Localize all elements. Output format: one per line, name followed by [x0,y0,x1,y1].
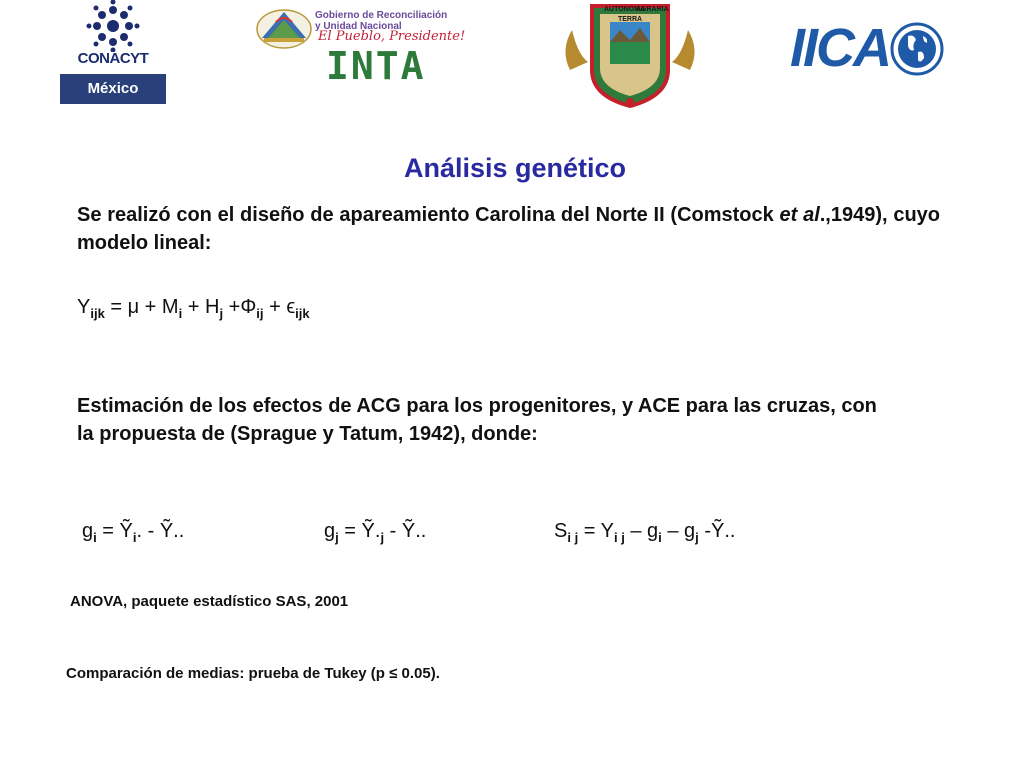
sij-mid: = Y [578,520,614,542]
nicaragua-volcano-icon [254,4,314,50]
shield-band-text: TERRA [617,16,643,23]
university-shield-logo [552,0,708,110]
design-text-after: .,1949), cuyo modelo lineal: [77,204,941,254]
iica-logo [790,18,946,80]
conacyt-mexico-band: México [60,74,166,104]
gj-sub2: j [380,530,385,545]
inta-wordmark: INTA [326,44,426,88]
sij-sub2: i j [613,530,625,545]
inta-slogan: El Pueblo, Presidente! [318,29,466,44]
model-h: + H [182,296,220,318]
university-shield-icon [552,0,708,110]
gj-tail: - Ỹ.. [384,520,427,542]
gj-g: g [324,520,336,542]
sij-s: S [554,520,568,542]
sij-minus-g1: – g [624,520,659,542]
model-y-sub: ijk [90,306,105,321]
model-epsilon: + ϵ [263,296,296,318]
gi-sub2: i [132,530,137,545]
model-m-sub: i [178,306,183,321]
formula-sca-ij [554,520,735,545]
iica-wordmark: IICA [790,18,890,78]
model-y: Y [77,296,91,318]
formula-gca-i [82,520,184,545]
model-phi-sub: ij [256,306,264,321]
design-text-before: Se realizó con el diseño de apareamiento Carolina del Norte II (Comstock [77,204,780,226]
model-epsilon-sub: ijk [295,306,310,321]
estimation-paragraph: Estimación de los efectos de ACG para los progenitores, y ACE para las cruzas, con la propuesta de (Sprague y Tatum, 1942), donde: [77,395,877,445]
conacyt-logo [60,0,166,104]
inta-government-line2: y Unidad Nacional [315,21,402,32]
formula-gca-j [324,520,426,545]
model-h-sub: j [219,306,224,321]
sij-sub1: i j [567,530,579,545]
gi-g: g [82,520,94,542]
globe-icon [890,22,944,76]
model-phi: +Φ [223,296,257,318]
sij-sub4: j [695,530,699,545]
model-mu-m: = μ + M [104,296,179,318]
gj-mid: = Ỹ. [338,520,381,542]
sij-sub3: i [658,530,662,545]
shield-arc-right-text: AGRARIA [636,6,669,13]
design-text-emphasis: et al [779,204,820,226]
inta-government-line1: Gobierno de Reconciliación [315,10,448,21]
sij-tail: -Ỹ.. [698,520,736,542]
shield-arc-left-text: AUTONOMA [604,6,646,13]
conacyt-emblem-icon [60,0,166,52]
conacyt-wordmark: CONACYT [77,50,149,67]
page-title: Análisis genético [403,153,627,183]
sij-minus-g2: – g [661,520,696,542]
anova-note: ANOVA, paquete estadístico SAS, 2001 [70,593,349,610]
inta-logo [248,0,488,96]
tukey-note: Comparación de medias: prueba de Tukey (p ≤ 0.05). [66,665,440,682]
gj-sub1: j [335,530,339,545]
linear-model-formula [77,296,310,321]
design-paragraph [77,201,940,257]
gi-tail: . - Ỹ.. [136,520,185,542]
gi-sub1: i [93,530,97,545]
gi-mid: = Ỹ [96,520,133,542]
